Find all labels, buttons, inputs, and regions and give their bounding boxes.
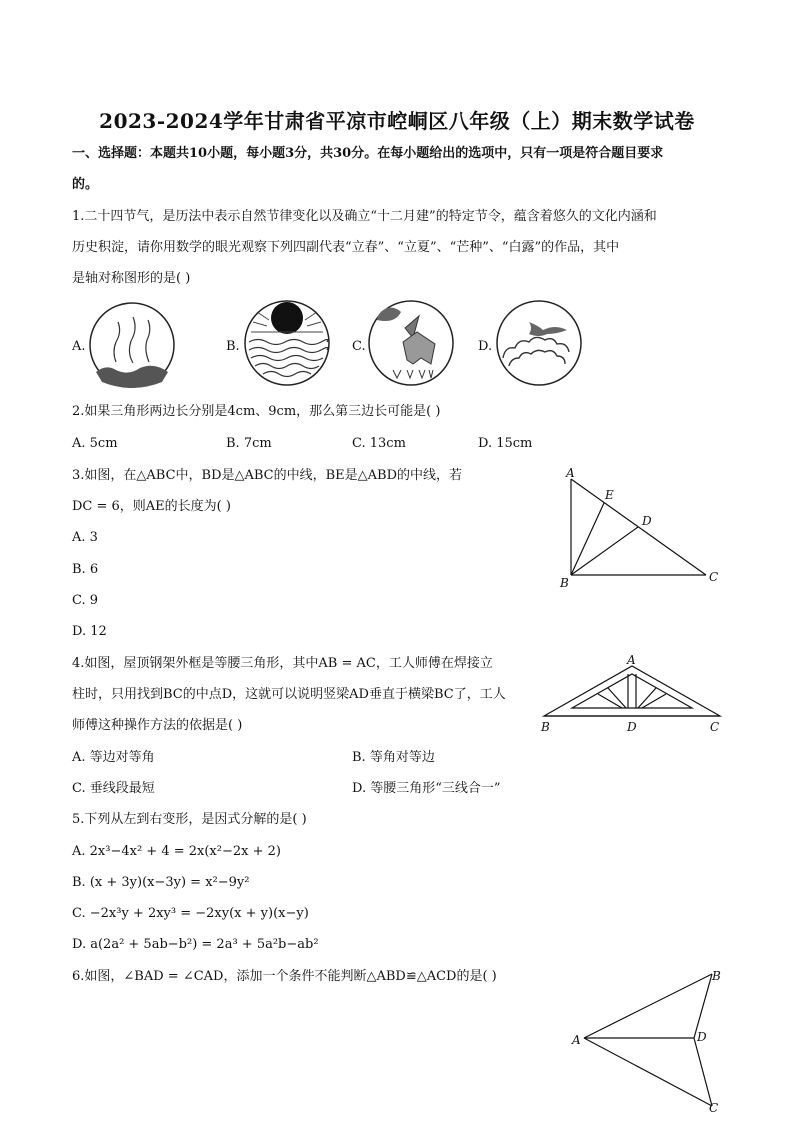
- q4-stem-line1: 4.如图，屋顶钢架外框是等腰三角形，其中AB = AC，工人师傅在焊接立: [72, 656, 493, 671]
- q4-option-c: C. 垂线段最短: [72, 781, 155, 796]
- q3-label-e: E: [605, 488, 614, 502]
- q4-label-b: B: [541, 720, 550, 734]
- q1-option-b-image: [243, 300, 333, 386]
- q1-option-c-label: C.: [352, 339, 366, 354]
- q4-option-b: B. 等角对等边: [352, 750, 435, 765]
- q1-option-b-label: B.: [226, 339, 240, 354]
- q4-option-a: A. 等边对等角: [72, 750, 155, 765]
- q3-stem-line2: DC = 6，则AE的长度为( ): [72, 499, 231, 514]
- q3-label-c: C: [709, 570, 719, 584]
- q5-option-d: D. a(2a² + 5ab−b²) = 2a³ + 5a²b−ab²: [72, 937, 319, 952]
- q2-option-b: B. 7cm: [226, 436, 272, 451]
- q5-stem: 5.下列从左到右变形，是因式分解的是( ): [72, 812, 307, 827]
- q3-label-a: A: [566, 466, 575, 480]
- q4-stem-line3: 师傅这种操作方法的依据是( ): [72, 718, 243, 733]
- q4-label-d: D: [627, 720, 637, 734]
- q6-stem: 6.如图，∠BAD = ∠CAD，添加一个条件不能判断△ABD≌△ACD的是( ): [72, 969, 497, 984]
- q4-label-a: A: [627, 653, 636, 667]
- q1-option-d-label: D.: [478, 339, 493, 354]
- q4-stem-line2: 柱时，只用找到BC的中点D，这就可以说明竖梁AD垂直于横梁BC了，工人: [72, 687, 506, 702]
- q2-option-d: D. 15cm: [478, 436, 533, 451]
- q3-triangle-figure: [556, 465, 726, 591]
- q4-option-d: D. 等腰三角形“三线合一”: [352, 781, 501, 796]
- section-heading: 一、选择题：本题共10小题，每小题3分，共30分。在每小题给出的选项中，只有一项是符合题目要求: [72, 146, 664, 161]
- q1-stem-line3: 是轴对称图形的是( ): [72, 271, 191, 286]
- q2-option-a: A. 5cm: [72, 436, 118, 451]
- q6-label-c: C: [709, 1101, 719, 1115]
- q4-label-c: C: [710, 720, 720, 734]
- q6-triangle-figure: [566, 966, 726, 1116]
- page-title: 2023-2024学年甘肃省平凉市崆峒区八年级（上）期末数学试卷: [99, 109, 695, 133]
- q2-stem: 2.如果三角形两边长分别是4cm、9cm，那么第三边长可能是( ): [72, 404, 441, 419]
- q5-option-b: B. (x + 3y)(x−3y) = x²−9y²: [72, 875, 250, 890]
- q3-stem-line1: 3.如图，在△ABC中，BD是△ABC的中线，BE是△ABD的中线，若: [72, 468, 463, 483]
- section-heading-cont: 的。: [72, 177, 99, 192]
- q1-option-a-label: A.: [72, 339, 86, 354]
- q3-label-b: B: [560, 576, 569, 590]
- q4-roof-truss-figure: [538, 652, 724, 734]
- q1-option-c-image: [367, 300, 457, 386]
- q3-option-d: D. 12: [72, 624, 107, 639]
- q6-label-b: B: [712, 969, 721, 983]
- q1-option-a-image: [88, 302, 178, 388]
- q1-stem-line1: 1.二十四节气，是历法中表示自然节律变化以及确立“十二月建”的特定节令，蕴含着悠久的文化内涵和: [72, 209, 657, 224]
- q3-label-d: D: [642, 514, 652, 528]
- q2-option-c: C. 13cm: [352, 436, 406, 451]
- q1-option-d-image: [495, 300, 585, 386]
- q3-option-a: A. 3: [72, 530, 98, 545]
- q3-option-c: C. 9: [72, 593, 99, 608]
- q5-option-a: A. 2x³−4x² + 4 = 2x(x²−2x + 2): [72, 844, 281, 859]
- q6-label-d: D: [697, 1030, 707, 1044]
- q5-option-c: C. −2x³y + 2xy³ = −2xy(x + y)(x−y): [72, 906, 309, 921]
- q6-label-a: A: [572, 1033, 581, 1047]
- q1-stem-line2: 历史积淀，请你用数学的眼光观察下列四副代表“立春”、“立夏”、“芒种”、“白露”的作品，其中: [72, 240, 620, 255]
- q3-option-b: B. 6: [72, 562, 99, 577]
